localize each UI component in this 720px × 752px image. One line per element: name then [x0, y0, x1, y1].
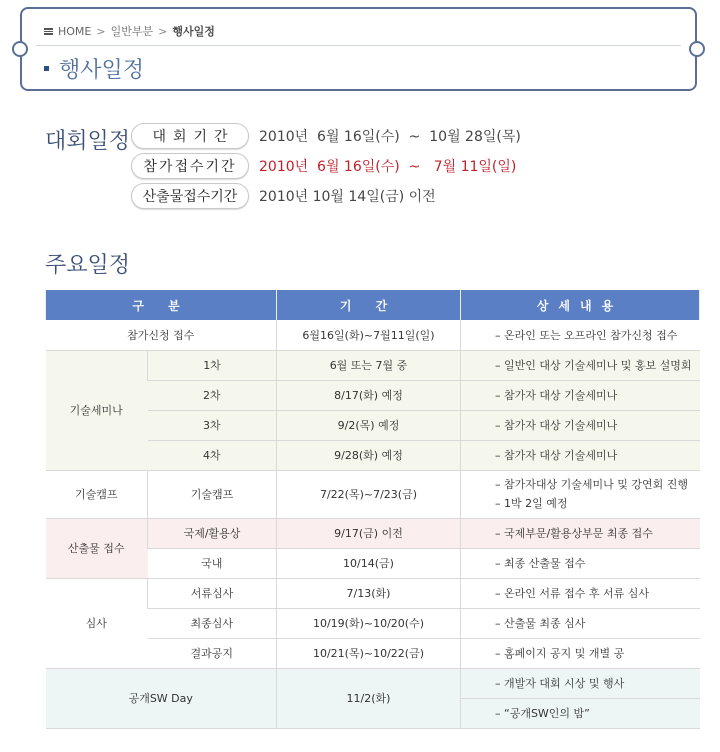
event-value: 2010년 6월 16일(수) ~ 10월 28일(목) [259, 129, 521, 145]
detail-cell: – “공개SW인의 밤” [461, 698, 700, 728]
column-header-period: 기 간 [277, 290, 461, 320]
detail-cell: – 참가자 대상 기술세미나 [461, 410, 700, 440]
detail-cell: – 산출물 최종 심사 [461, 608, 700, 638]
table-header-row [46, 290, 700, 320]
detail-cell [461, 470, 700, 518]
detail-cell: – 참가자 대상 기술세미나 [461, 440, 700, 470]
column-header-category: 구 분 [46, 290, 277, 320]
detail-cell: – 참가자 대상 기술세미나 [461, 380, 700, 410]
subcategory-cell: 2차 [148, 380, 277, 410]
page-title [44, 53, 144, 84]
category-cell: 참가신청 접수 [46, 320, 277, 350]
period-cell: 9/17(금) 이전 [277, 518, 461, 548]
detail-line: – 1박 2일 예정 [495, 497, 568, 510]
category-cell: 심사 [46, 578, 148, 668]
breadcrumb-current: 행사일정 [172, 25, 215, 38]
period-cell: 9/2(목) 예정 [277, 410, 461, 440]
chevron-right-icon: > [158, 24, 168, 38]
event-schedule-heading: 대회일정 [45, 129, 131, 154]
event-row-period [131, 123, 521, 149]
event-label-pill: 참가접수기간 [131, 153, 249, 179]
subcategory-cell: 서류심사 [148, 578, 277, 608]
detail-cell: – 최종 산출물 접수 [461, 548, 700, 578]
category-cell: 기술캠프 [46, 470, 148, 518]
period-cell: 6월 또는 7월 중 [277, 350, 461, 380]
detail-cell: – 국제부문/활용상부문 최종 접수 [461, 518, 700, 548]
category-cell: 공개SW Day [46, 668, 277, 728]
table-row [46, 518, 700, 548]
page-title-text: 행사일정 [59, 58, 145, 83]
detail-cell: – 온라인 서류 접수 후 서류 심사 [461, 578, 700, 608]
subcategory-cell: 국제/활용상 [148, 518, 277, 548]
detail-cell: – 일반인 대상 기술세미나 및 홍보 설명회 [461, 350, 700, 380]
subcategory-cell: 결과공지 [148, 638, 277, 668]
table-row [46, 578, 700, 608]
period-cell: 6월16일(화)~7월11일(일) [277, 320, 461, 350]
subcategory-cell: 기술캠프 [148, 470, 277, 518]
detail-cell: – 온라인 또는 오프라인 참가신청 접수 [461, 320, 700, 350]
decorative-circle-left [12, 41, 28, 57]
subcategory-cell: 3차 [148, 410, 277, 440]
event-value: 2010년 6월 16일(수) ~ 7월 11일(일) [259, 159, 517, 175]
bullet-icon [44, 66, 49, 71]
event-value: 2010년 10월 14일(금) 이전 [259, 189, 436, 205]
category-cell: 기술세미나 [46, 350, 148, 470]
breadcrumb-home-link[interactable]: HOME [58, 24, 92, 38]
period-cell: 10/19(화)~10/20(수) [277, 608, 461, 638]
period-cell: 8/17(화) 예정 [277, 380, 461, 410]
table-row [46, 668, 700, 698]
breadcrumb [44, 23, 215, 39]
period-cell: 7/22(목)~7/23(금) [277, 470, 461, 518]
home-icon [44, 28, 53, 35]
period-cell: 10/21(목)~10/22(금) [277, 638, 461, 668]
subcategory-cell: 국내 [148, 548, 277, 578]
breadcrumb-section-link[interactable]: 일반부분 [110, 25, 154, 38]
table-row [46, 320, 700, 350]
table-row [46, 350, 700, 380]
header-divider [36, 45, 681, 46]
event-label-pill: 산출물접수기간 [131, 183, 249, 209]
event-row-registration [131, 153, 516, 179]
subcategory-cell: 1차 [148, 350, 277, 380]
schedule-table [45, 290, 700, 729]
event-label-pill: 대회기간 [131, 123, 249, 149]
subcategory-cell: 최종심사 [148, 608, 277, 638]
period-cell: 7/13(화) [277, 578, 461, 608]
chevron-right-icon: > [96, 24, 106, 38]
event-row-submission [131, 183, 436, 209]
period-cell: 9/28(화) 예정 [277, 440, 461, 470]
detail-cell: – 개발자 대회 시상 및 행사 [461, 668, 700, 698]
period-cell: 10/14(금) [277, 548, 461, 578]
period-cell: 11/2(화) [277, 668, 461, 728]
column-header-detail: 상세내용 [461, 290, 700, 320]
main-schedule-heading: 주요일정 [45, 253, 131, 278]
subcategory-cell: 4차 [148, 440, 277, 470]
page-header-box [20, 7, 697, 91]
decorative-circle-right [689, 41, 705, 57]
detail-cell: – 홈페이지 공지 및 개별 공 [461, 638, 700, 668]
table-row [46, 470, 700, 518]
category-cell: 산출물 접수 [46, 518, 148, 578]
detail-line: – 참가자대상 기술세미나 및 강연회 진행 [495, 478, 688, 491]
